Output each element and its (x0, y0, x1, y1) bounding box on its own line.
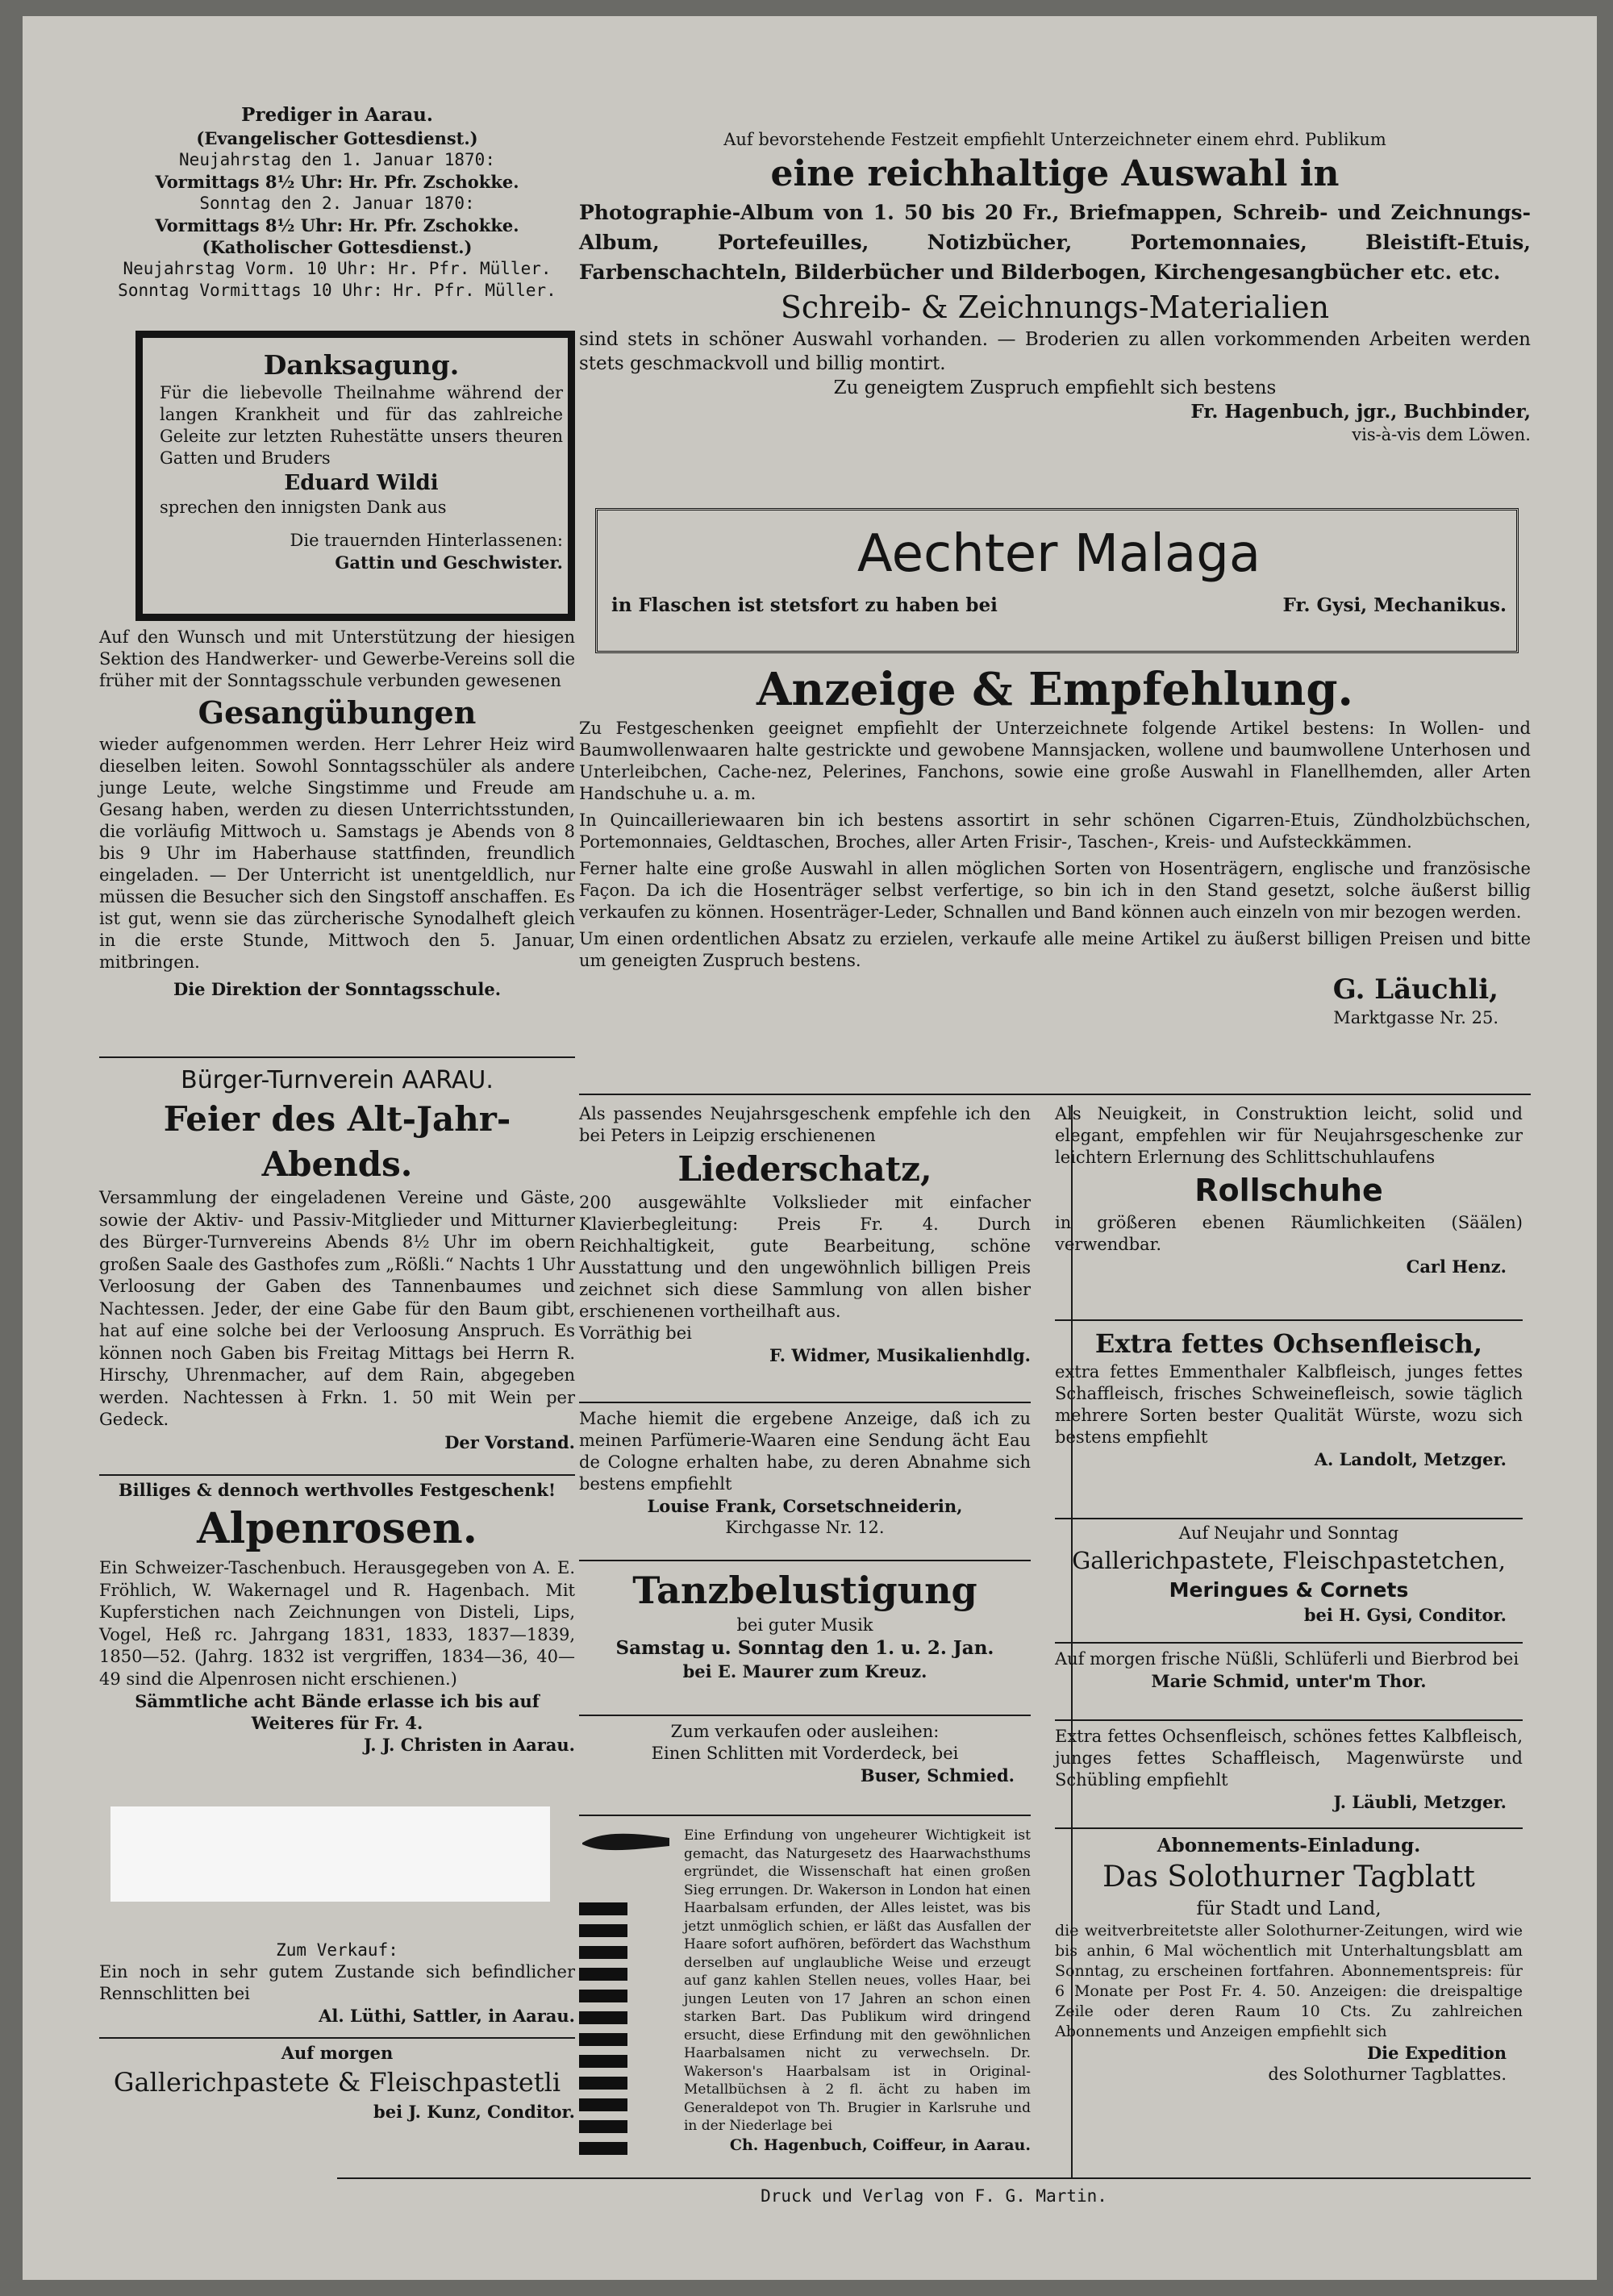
divider (579, 1402, 1031, 1403)
divider (1055, 1719, 1523, 1721)
laeubli-sig: J. Läubli, Metzger. (1333, 1792, 1507, 1812)
hagenbuch-sig: Fr. Hagenbuch, jgr., Buchbinder, (1190, 401, 1531, 423)
hagenbuch-title2: Schreib- & Zeichnungs-Materialien (780, 290, 1330, 325)
divider (99, 1474, 575, 1476)
laeuchli-sig: G. Läuchli, (1332, 973, 1498, 1006)
turnverein-head: Feier des Alt-Jahr-Abends. (163, 1099, 511, 1184)
tagblatt-sig2: des Solothurner Tagblattes. (1268, 2065, 1507, 2084)
gesang-intro: Auf den Wunsch und mit Unterstützung der hiesigen Sektion des Handwerker- und Gewerbe-Vereins soll die früher mit der Sonntagsschule verbunden gewesenen (99, 627, 575, 690)
alpenrosen-title: Alpenrosen. (197, 1504, 477, 1553)
kunz-pre: Auf morgen (281, 2043, 394, 2063)
danksagung-title: Danksagung. (263, 349, 460, 381)
divider (579, 1560, 1031, 1561)
danksagung-body2: sprechen den innigsten Dank aus (160, 498, 447, 517)
zum-verkauf (99, 1940, 575, 2027)
divider (579, 1815, 1031, 1816)
hagenbuch-intro: Auf bevorstehende Festzeit empfiehlt Unterzeichneter einem ehrd. Publikum (723, 130, 1386, 149)
church-line: Sonntag Vormittags 10 Uhr: Hr. Pfr. Müller. (118, 281, 556, 300)
pointing-hand-icon (579, 1827, 676, 1859)
tanz-l2: Samstag u. Sonntag den 1. u. 2. Jan. (615, 1637, 994, 1659)
henz-body: in größeren ebenen Räumlichkeiten (Säälen) verwendbar. (1055, 1213, 1523, 1254)
divider (1055, 1319, 1523, 1321)
malaga-sig: Fr. Gysi, Mechanikus. (1282, 594, 1507, 616)
church-line: Vormittags 8½ Uhr: Hr. Pfr. Zschokke. (155, 172, 519, 192)
frank-sig2: Kirchgasse Nr. 12. (725, 1518, 885, 1537)
tagblatt-body: die weitverbreitetste aller Solothurner-Zeitungen, wird wie bis anhin, 6 Mal wöchentlich mit Unterhaltungsblatt am Sonntag, zu erscheinen fortfahren. Abonnementspreis: für 6 Monate per Post Fr. 4. 50. Anzeigen: die dreispaltige Zeile oder deren Raum 10 Cts. Zu zahlreichen Abonnements und Anzeigen empfiehlt sich (1055, 1922, 1523, 2040)
widmer-body: 200 ausgewählte Volkslieder mit einfacher Klavierbegleitung: Preis Fr. 4. Durch Reichhaltigkeit, gute Bearbeitung, schöne Ausstattung und den ungewöhnlich billigen Preis zeichnet sich diese Sammlung von allen bisher erschienenen vortheilhaft aus. (579, 1193, 1031, 1321)
danksagung (160, 348, 563, 573)
gesang-sig: Die Direktion der Sonntagsschule. (173, 979, 502, 999)
church-line: Neujahrstag den 1. Januar 1870: (179, 150, 495, 169)
divider (579, 1715, 1031, 1716)
landolt-ad (1055, 1326, 1523, 1470)
buser-l2: Einen Schlitten mit Vorderdeck, bei (651, 1744, 959, 1763)
kunz-title: Gallerichpastete & Fleischpastetli (113, 2067, 561, 2098)
widmer-sig: F. Widmer, Musikalienhdlg. (769, 1345, 1031, 1365)
imprint-footer: Druck und Verlag von F. G. Martin. (761, 2186, 1107, 2206)
divider (579, 1094, 1531, 1095)
church-notice (99, 103, 575, 302)
buser-ad (579, 1721, 1031, 1786)
turnverein (99, 1065, 575, 1453)
tagblatt-title2: für Stadt und Land, (1196, 1898, 1382, 1919)
turnverein-sig: Der Vorstand. (444, 1431, 575, 1452)
divider (1055, 1642, 1523, 1644)
laeuchli-p2: In Quincailleriewaaren bin ich bestens assortirt in sehr schönen Cigarren-Etuis, Zündholzbüchschen, Portemonnaies, Geldtaschen, Broches, aller Arten Frisir-, Taschen-, Kreis- und Aufsteckkämmen. (579, 810, 1531, 852)
malaga-title: Aechter Malaga (857, 524, 1261, 584)
laeuchli-p1: Zu Festgeschenken geeignet empfiehlt der Unterzeichnete folgende Artikel bestens: In Wollen- und Baumwollenwaaren halte gestrickte und gewobene Mannsjacken, wollene und baumwollene Unterhosen und Unterleibchen, Cache-nez, Pelerines, Fanchons, sowie eine große Auswahl in Flanellhemden, aller Arten Handschuhe u. a. m. (579, 719, 1531, 803)
hagenbuch-ad (579, 129, 1531, 446)
tanz-title: Tanzbelustigung (632, 1569, 977, 1612)
gysi-pre: Auf Neujahr und Sonntag (1178, 1523, 1399, 1543)
widmer-intro: Als passendes Neujahrsgeschenk empfehle ich den bei Peters in Leipzig erschienenen (579, 1104, 1031, 1145)
laeuchli-ad (579, 661, 1531, 1029)
black-bars (579, 1902, 676, 2155)
laeuchli-p3: Ferner halte eine große Auswahl in allen möglichen Sorten von Hosenträgern, englische und französische Façon. Da ich die Hosenträger selbst verfertige, so bin ich in den Stand gesetzt, solche äußerst billig verkaufen zu können. Hosenträger-Leder, Schnallen und Band können auch einzeln von mir bezogen werden. (579, 859, 1531, 922)
tanz-l1: bei guter Musik (736, 1615, 873, 1635)
verkauf-body: Ein noch in sehr gutem Zustande sich befindlicher Rennschlitten bei (99, 1962, 575, 2003)
gesanguebungen (99, 627, 575, 1000)
alpenrosen-offer: Sämmtliche acht Bände erlasse ich bis auf Weiteres für Fr. 4. (135, 1691, 540, 1733)
verkauf-title: Zum Verkauf: (276, 1940, 398, 1960)
church-title: Prediger in Aarau. (241, 104, 433, 126)
buser-sig: Buser, Schmied. (860, 1765, 1015, 1786)
kunz-ad (99, 2042, 575, 2123)
malaga-body (611, 594, 1507, 618)
henz-ad (1055, 1103, 1523, 1277)
tanz-l3: bei E. Maurer zum Kreuz. (682, 1661, 927, 1681)
alpenrosen-sig: J. J. Christen in Aarau. (363, 1735, 575, 1755)
tagblatt-title: Das Solothurner Tagblatt (1102, 1861, 1475, 1894)
church-line: Sonntag den 2. Januar 1870: (199, 194, 475, 213)
schmid-sig: Marie Schmid, unter'm Thor. (1151, 1671, 1427, 1691)
henz-intro: Als Neuigkeit, in Construktion leicht, solid und elegant, empfehlen wir für Neujahrsgeschenke zur leichtern Erlernung des Schlittschuhlaufens (1055, 1104, 1523, 1167)
alpenrosen-body: Ein Schweizer-Taschenbuch. Herausgegeben von A. E. Fröhlich, W. Wakernagel und R. Hagenbach. Mit Kupferstichen nach Zeichnungen von Disteli, Lips, Vogel, Heß rc. Jahrgang 1831, 1833, 1837—1839, 1850—52. (Jahrg. 1832 ist vergriffen, 1834—36, 40—49 sind die Alpenrosen nicht erschienen.) (99, 1558, 575, 1689)
buser-l1: Zum verkaufen oder ausleihen: (670, 1722, 940, 1741)
wakerson-body: Eine Erfindung von ungeheurer Wichtigkeit ist gemacht, das Naturgesetz des Haarwachsthums ergründet, die Wissenschaft hat einen großen Sieg errungen. Dr. Wakerson in London hat einen Haarbalsam erfunden, der Alles leistet, was bis jetzt unmöglich schien, er läßt das Ausfallen der Haare sofort aufhören, befördert das Wachsthum derselben auf unglaubliche Weise und erzeugt auf ganz kahlen Stellen neues, volles Haar, bei jungen Leuten von 17 Jahren an schon einen starken Bart. Das Publikum wird dringend ersucht, diese Erfindung mit den gewöhnlichen Haarbalsamen nicht zu verwechseln. Dr. Wakerson's Haarbalsam ist in Original-Metallbüchsen à 2 fl. ächt zu haben im Generaldepot von Th. Brugier in Karlsruhe und in der Niederlage bei (684, 1827, 1031, 2134)
gysi-title2: Meringues & Cornets (1169, 1578, 1409, 1602)
turnverein-body: Versammlung der eingeladenen Vereine und Gäste, sowie der Aktiv- und Passiv-Mitglieder und Mitturner des Bürger-Turnvereins Abends 8½ Uhr im obern großen Saale des Gasthofes zum „Rößli.“ Nachts 1 Uhr Verloosung der Gaben des Tannenbaumes und Nachtessen. Jeder, der eine Gabe für den Baum gibt, hat auf eine solche bei der Verloosung Anspruch. Es können noch Gaben bis Freitag Mittags bei Herrn R. Hirschy, Uhrenmacher, auf dem Rain, abgegeben werden. Nachtessen à Frkn. 1. 50 mit Wein per Gedeck. (99, 1188, 575, 1429)
tagblatt-pre: Abonnements-Einladung. (1157, 1835, 1421, 1856)
widmer-title: Liederschatz, (677, 1149, 932, 1189)
hagenbuch-title: eine reichhaltige Auswahl in (770, 153, 1340, 194)
divider (1055, 1827, 1523, 1829)
wakerson-ad (579, 1827, 1031, 2155)
tagblatt-sig: Die Expedition (1366, 2043, 1507, 2063)
footer-rule (337, 2177, 1531, 2179)
danksagung-sig1: Die trauernden Hinterlassenen: (290, 531, 563, 550)
hagenbuch-body2: Zu geneigtem Zuspruch empfiehlt sich bestens (833, 377, 1277, 398)
divider (1055, 1518, 1523, 1519)
gysi-sig: bei H. Gysi, Conditor. (1303, 1605, 1507, 1625)
church-line: Vormittags 8½ Uhr: Hr. Pfr. Zschokke. (155, 215, 519, 235)
newspaper-page (23, 16, 1597, 2280)
henz-title: Rollschuhe (1194, 1173, 1383, 1208)
malaga-body-text: in Flaschen ist stetsfort zu haben bei (611, 594, 998, 616)
church-line: Neujahrstag Vorm. 10 Uhr: Hr. Pfr. Müller. (123, 259, 552, 278)
widmer-ad (579, 1103, 1031, 1366)
divider (99, 1056, 575, 1058)
tanz-ad (579, 1566, 1031, 1682)
schmid-body: Auf morgen frische Nüßli, Schlüferli und Bierbrod bei (1055, 1649, 1519, 1669)
tagblatt-ad (1055, 1834, 1523, 2086)
gesang-title: Gesangübungen (198, 694, 477, 731)
frank-sig: Louise Frank, Corsetschneiderin, (647, 1496, 963, 1516)
danksagung-body: Für die liebevolle Theilnahme während der langen Krankheit und für das zahlreiche Geleite zur letzten Ruhestätte unsers theuren Gatten und Bruders (160, 383, 563, 468)
laeubli-body: Extra fettes Ochsenfleisch, schönes fettes Kalbfleisch, junges fettes Schaffleisch, Magenwürste und Schübling empfiehlt (1055, 1727, 1523, 1790)
wakerson-sig: Ch. Hagenbuch, Coiffeur, in Aarau. (729, 2136, 1031, 2154)
danksagung-name: Eduard Wildi (284, 471, 439, 495)
laeuchli-p4: Um einen ordentlichen Absatz zu erzielen, verkaufe alle meine Artikel zu äußerst billigen Preisen und bitte um geneigten Zuspruch bestens. (579, 929, 1531, 970)
gysi-title: Gallerichpastete, Fleischpastetchen, (1072, 1547, 1506, 1574)
hagenbuch-list: Photographie-Album von 1. 50 bis 20 Fr., Briefmappen, Schreib- und Zeichnungs-Album, Portefeuilles, Notizbücher, Portemonnaies, Bleistift-Etuis, Farbenschachteln, Bilderbücher und Bilderbogen, Kirchengesangbücher etc. etc. (579, 201, 1531, 284)
hand-and-bars-graphic (579, 1827, 676, 2173)
alpenrosen-pre: Billiges & dennoch werthvolles Festgeschenk! (118, 1480, 556, 1500)
turnverein-title: Bürger-Turnverein AARAU. (181, 1066, 494, 1094)
widmer-body2: Vorräthig bei (579, 1323, 692, 1343)
hagenbuch-body: sind stets in schöner Auswahl vorhanden. — Broderien zu allen vorkommenden Arbeiten werden stets geschmackvoll und billig montirt. (579, 329, 1531, 374)
hagenbuch-sig2: vis-à-vis dem Löwen. (1352, 425, 1531, 444)
henz-sig: Carl Henz. (1406, 1256, 1507, 1277)
landolt-title: Extra fettes Ochsenfleisch, (1094, 1328, 1483, 1359)
church-sub-catholic: (Katholischer Gottesdienst.) (202, 237, 473, 257)
laeuchli-sig2: Marktgasse Nr. 25. (1333, 1008, 1498, 1027)
divider (99, 2037, 575, 2039)
gysi-ad (1055, 1523, 1523, 1626)
danksagung-sig2: Gattin und Geschwister. (335, 552, 563, 573)
blank-patch (110, 1806, 550, 1902)
laeubli-ad (1055, 1726, 1523, 1813)
schmid-ad (1055, 1648, 1523, 1692)
frank-ad (579, 1408, 1031, 1539)
alpenrosen (99, 1479, 575, 1756)
church-sub-evangelical: (Evangelischer Gottesdienst.) (196, 128, 478, 148)
landolt-body: extra fettes Emmenthaler Kalbfleisch, junges fettes Schaffleisch, frisches Schweinefleisch, sowie täglich mehrere Sorten bester Qualität Würste, wozu sich bestens empfiehlt (1055, 1362, 1523, 1447)
laeuchli-title: Anzeige & Empfehlung. (756, 663, 1354, 716)
verkauf-sig: Al. Lüthi, Sattler, in Aarau. (319, 2006, 575, 2026)
malaga-ad (611, 523, 1507, 618)
frank-body: Mache hiemit die ergebene Anzeige, daß ich zu meinen Parfümerie-Waaren eine Sendung ächt Eau de Cologne erhalten habe, zu deren Abnahme sich bestens empfiehlt (579, 1409, 1031, 1494)
landolt-sig: A. Landolt, Metzger. (1314, 1449, 1507, 1469)
kunz-sig: bei J. Kunz, Conditor. (373, 2102, 575, 2122)
gesang-body: wieder aufgenommen werden. Herr Lehrer Heiz wird dieselben leiten. Sowohl Sonntagsschüler als andere junge Leute, welche Singstimme und Freude am Gesang haben, werden zu diesen Unterrichtsstunden, die vorläufig Mittwoch u. Samstags je Abends von 8 bis 9 Uhr im Haberhause stattfinden, freundlich eingeladen. — Der Unterricht ist unentgeldlich, nur müssen die Besucher sich den Singstoff anschaffen. Es ist gut, wenn sie das zürcherische Synodalheft gleich in die erste Stunde, Mittwoch den 5. Januar, mitbringen. (99, 735, 575, 972)
